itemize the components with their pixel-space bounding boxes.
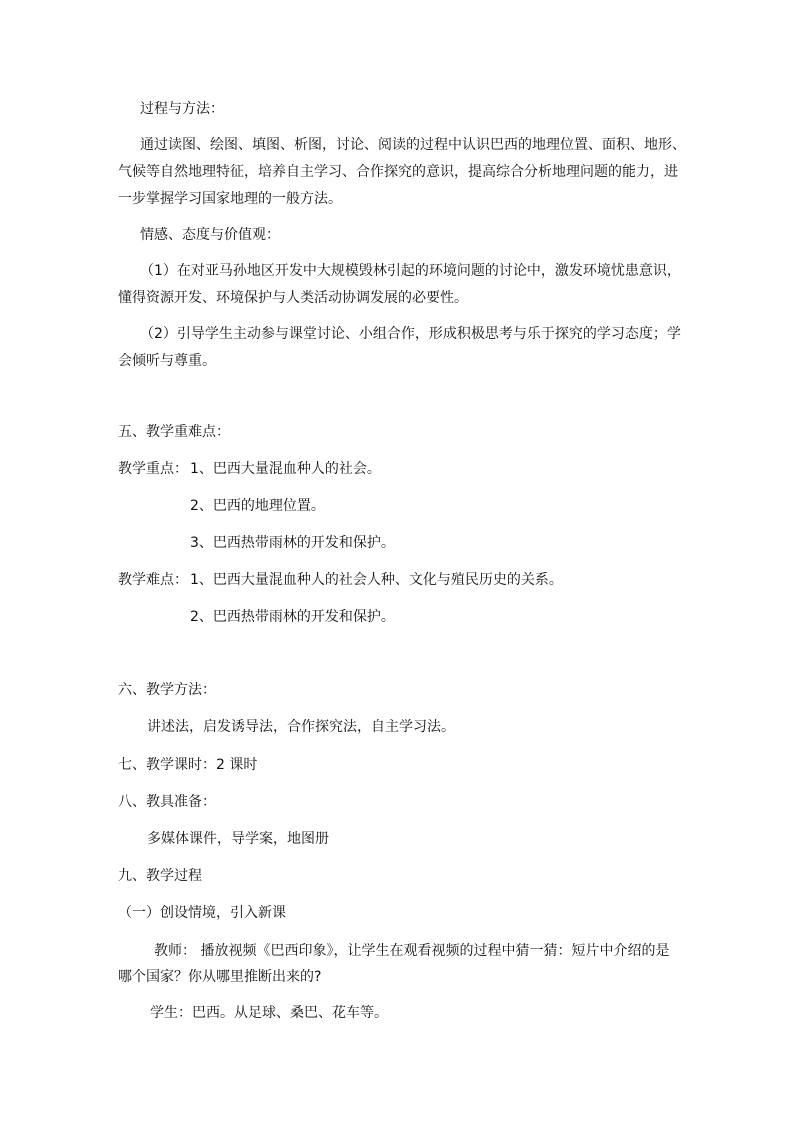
teacher-dialogue-line1: 教师： 播放视频《巴西印象》，让学生在观看视频的过程中猜一猜：短片中介绍的是 — [154, 943, 670, 959]
process-method-body-line2: 气候等自然地理特征，培养自主学习、合作探究的意识，提高综合分析地理问题的能力，进 — [118, 164, 678, 180]
teaching-methods-body: 讲述法，启发诱导法，合作探究法，自主学习法。 — [147, 719, 455, 735]
emotion-item-2-line2: 会倾听与尊重。 — [118, 353, 216, 369]
key-point-item: 1、巴西大量混血种人的社会。 — [190, 461, 381, 477]
difficult-point-item: 2、巴西热带雨林的开发和保护。 — [190, 609, 395, 625]
section-6-heading: 六、教学方法： — [118, 682, 216, 698]
emotion-item-1-line1: （1）在对亚马孙地区开发中大规模毁林引起的环境问题的讨论中，激发环境忧患意识， — [140, 263, 681, 279]
emotion-heading: 情感、态度与价值观： — [140, 227, 280, 243]
teaching-tools-body: 多媒体课件，导学案，地图册 — [147, 831, 329, 847]
subsection-1-heading: （一）创设情境，引入新课 — [118, 905, 286, 921]
section-5-heading: 五、教学重难点： — [118, 424, 230, 440]
difficult-points-label: 教学难点： — [118, 572, 188, 588]
process-method-heading: 过程与方法： — [140, 101, 224, 117]
key-point-item: 2、巴西的地理位置。 — [190, 498, 325, 514]
key-points-label: 教学重点： — [118, 461, 188, 477]
process-method-body-line3: 一步掌握学习国家地理的一般方法。 — [118, 191, 342, 207]
student-dialogue: 学生：巴西。从足球、桑巴、花车等。 — [150, 1005, 388, 1021]
difficult-point-item: 1、巴西大量混血种人的社会人种、文化与殖民历史的关系。 — [190, 572, 563, 588]
section-9-heading: 九、教学过程 — [118, 868, 202, 884]
key-point-item: 3、巴西热带雨林的开发和保护。 — [190, 535, 395, 551]
emotion-item-1-line2: 懂得资源开发、环境保护与人类活动协调发展的必要性。 — [118, 290, 468, 306]
section-8-heading: 八、教具准备： — [118, 794, 216, 810]
process-method-body-line1: 通过读图、绘图、填图、析图，讨论、阅读的过程中认识巴西的地理位置、面积、地形、 — [140, 137, 686, 153]
emotion-item-2-line1: （2）引导学生主动参与课堂讨论、小组合作，形成积极思考与乐于探究的学习态度；学 — [140, 326, 681, 342]
section-7-heading: 七、教学课时：2 课时 — [118, 757, 258, 773]
teacher-dialogue-line2: 哪个国家？你从哪里推断出来的? — [118, 969, 322, 985]
